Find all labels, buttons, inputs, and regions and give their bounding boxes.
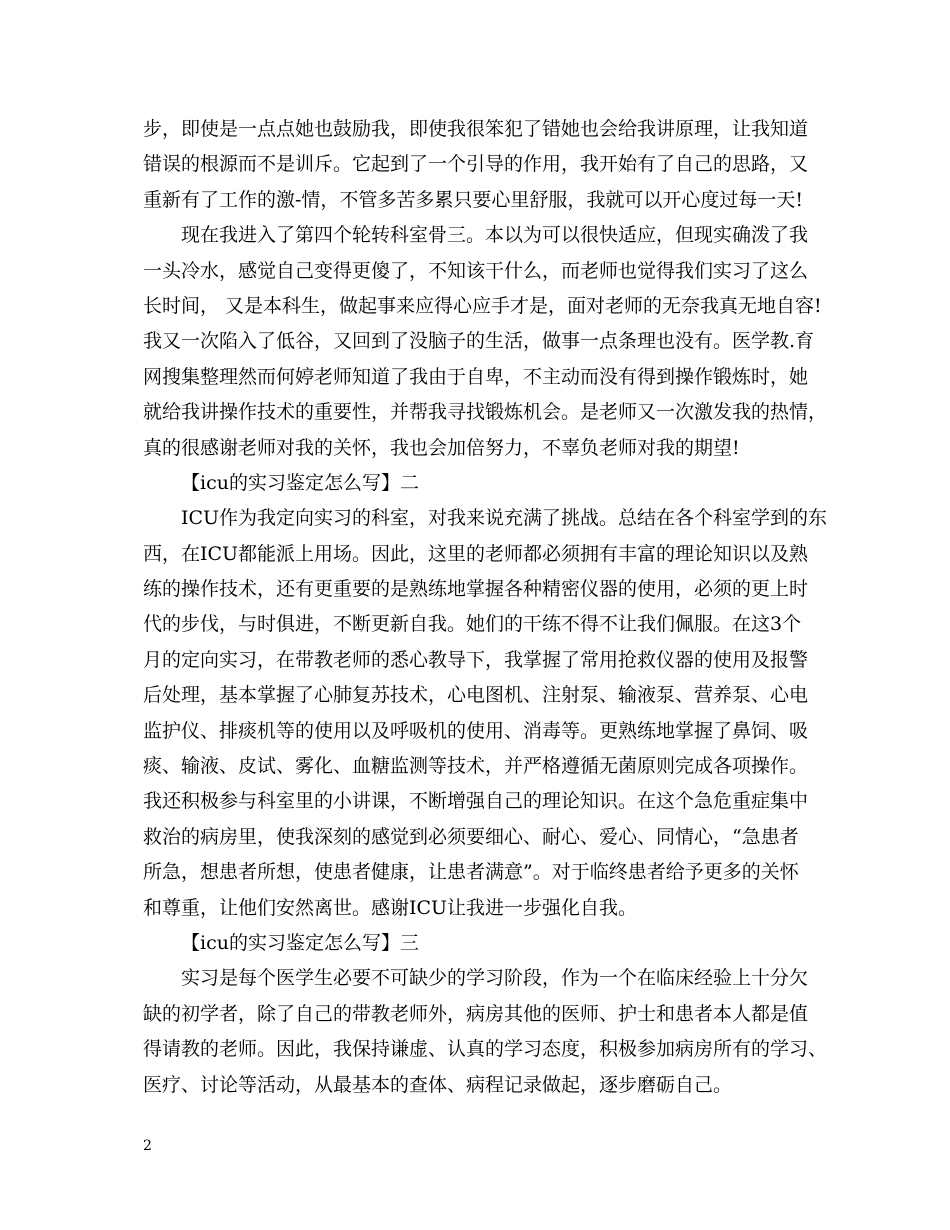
text-line-19: 痰、输液、皮试、雾化、血糖监测等技术，并严格遵循无菌原则完成各项操作。 [143,755,809,778]
text-line-13: 西，在ICU都能派上用场。因此，这里的老师都必须拥有丰富的理论知识以及熟 [143,542,809,565]
text-line-9: 就给我讲操作技术的重要性，并帮我寻找锻炼机会。是老师又一次激发我的热情， [143,401,828,424]
text-line-7: 我又一次陷入了低谷，又回到了没脑子的生活，做事一点条理也没有。医学教.育 [143,330,815,353]
text-line-21: 救治的病房里，使我深刻的感觉到必须要细心、耐心、爱心、同情心，“急患者 [143,825,799,848]
text-line-12: ICU作为我定向实习的科室，对我来说充满了挑战。总结在各个科室学到的东 [181,507,828,530]
text-line-2: 错误的根源而不是训斥。它起到了一个引导的作用，我开始有了自己的思路，又 [143,153,809,176]
text-line-14: 练的操作技术，还有更重要的是熟练地掌握各种精密仪器的使用，必须的更上时 [143,578,809,601]
text-line-8: 网搜集整理然而何婷老师知道了我由于自卑，不主动而没有得到操作锻炼时，她 [143,365,809,388]
text-line-1: 步，即使是一点点她也鼓励我，即使我很笨犯了错她也会给我讲原理，让我知道 [143,118,809,140]
text-line-16: 月的定向实习，在带教老师的悉心教导下，我掌握了常用抢救仪器的使用及报警 [143,648,809,671]
text-line-3: 重新有了工作的激-情，不管多苦多累只要心里舒服，我就可以开心度过每一天! [143,188,804,211]
text-line-6: 长时间， 又是本科生，做起事来应得心应手才是，面对老师的无奈我真无地自容! [143,294,822,317]
text-line-20: 我还积极参与科室里的小讲课，不断增强自己的理论知识。在这个急危重症集中 [143,790,809,813]
text-line-15: 代的步伐，与时俱进，不断更新自我。她们的干练不得不让我们佩服。在这3个 [143,613,802,636]
text-line-4: 现在我进入了第四个轮转科室骨三。本以为可以很快适应，但现实确泼了我 [181,224,809,247]
text-line-18: 监护仪、排痰机等的使用以及呼吸机的使用、消毒等。更熟练地掌握了鼻饲、吸 [143,719,809,742]
text-line-23: 和尊重，让他们安然离世。感谢ICU让我进一步强化自我。 [143,896,638,919]
text-line-25: 实习是每个医学生必要不可缺少的学习阶段，作为一个在临床经验上十分欠 [181,967,809,990]
text-line-27: 得请教的老师。因此，我保持谦虚、认真的学习态度，积极参加病房所有的学习、 [143,1038,828,1061]
section-heading-3: 【icu的实习鉴定怎么写】三 [181,931,419,954]
text-line-22: 所急，想患者所想，使患者健康，让患者满意”。对于临终患者给予更多的关怀 [143,861,799,884]
page-number: 2 [143,1138,152,1154]
section-heading-2: 【icu的实习鉴定怎么写】二 [181,471,419,494]
text-line-28: 医疗、讨论等活动，从最基本的查体、病程记录做起，逐步磨砺自己。 [143,1073,733,1096]
text-line-17: 后处理，基本掌握了心肺复苏技术，心电图机、注射泵、输液泵、营养泵、心电 [143,684,809,707]
text-line-26: 缺的初学者，除了自己的带教老师外，病房其他的医师、护士和患者本人都是值 [143,1002,809,1025]
text-line-5: 一头冷水，感觉自己变得更傻了，不知该干什么，而老师也觉得我们实习了这么 [143,259,809,282]
text-line-10: 真的很感谢老师对我的关怀，我也会加倍努力，不辜负老师对我的期望! [143,436,740,459]
document-body [143,112,828,1103]
